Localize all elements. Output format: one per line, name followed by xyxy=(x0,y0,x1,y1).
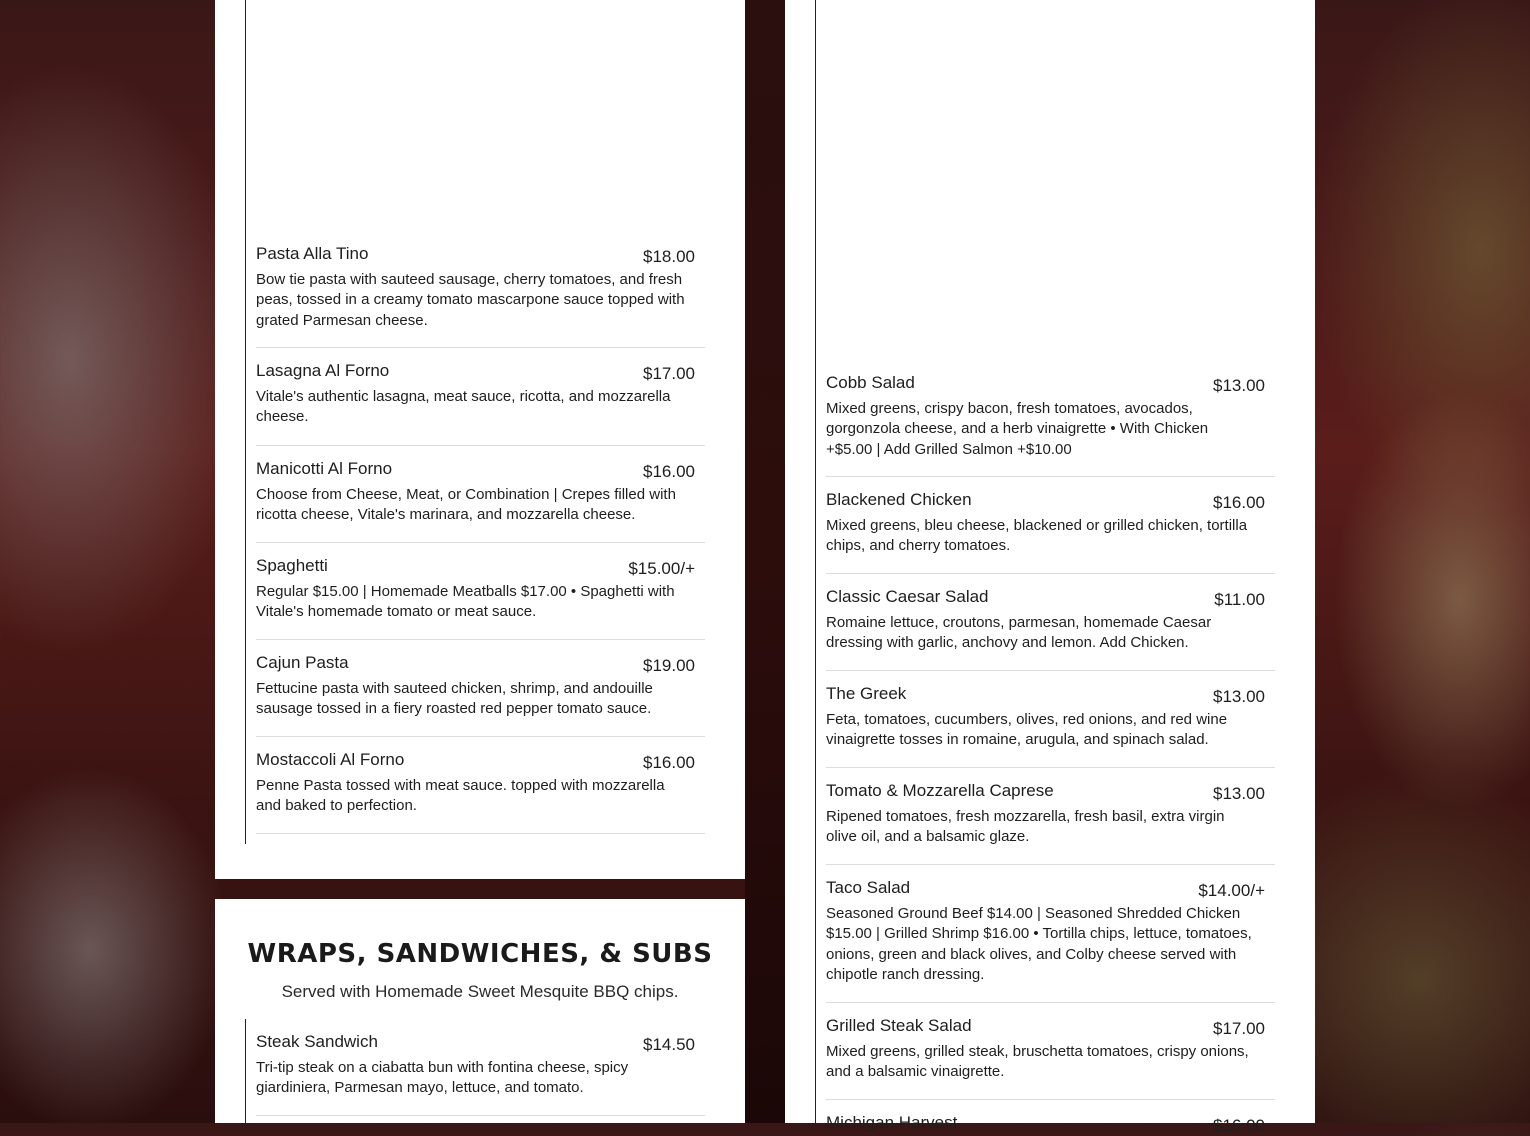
menu-item-description: Mixed greens, crispy bacon, fresh tomatoes, avocados, gorgonzola cheese, and a herb vinaigrette • With Chicken +$5.00 | Add Grilled Salmon +$10.00 xyxy=(826,400,1209,458)
menu-item-price: $13.00 xyxy=(1213,784,1265,803)
menu-item xyxy=(256,244,705,348)
menu-item-name: Manicotti Al Forno xyxy=(256,459,393,478)
menu-item-price: $16.00 xyxy=(1213,493,1265,512)
menu-item xyxy=(256,750,705,834)
menu-item-price: $14.00/+ xyxy=(1198,881,1265,900)
section-title: WRAPS, SANDWICHES, & SUBS xyxy=(247,939,713,969)
wraps-menu-panel xyxy=(215,899,745,1123)
menu-item-description: Mixed greens, bleu cheese, blackened or grilled chicken, tortilla chips, and cherry tomatoes. xyxy=(826,517,1248,555)
pasta-menu-panel xyxy=(215,0,745,879)
menu-item-description: Seasoned Ground Beef $14.00 | Seasoned Shredded Chicken $15.00 | Grilled Shrimp $16.00 • Tortilla chips, lettuce, tomatoes, onions, green and black olives, and Colby cheese served with chipotle ranch dressing. xyxy=(826,905,1252,984)
menu-item-price: $16.00 xyxy=(643,753,695,772)
menu-item-price: $15.00/+ xyxy=(628,559,695,578)
menu-item-description: Regular $15.00 | Homemade Meatballs $17.00 • Spaghetti with Vitale's homemade tomato or meat sauce. xyxy=(256,583,675,621)
menu-item xyxy=(256,459,705,543)
menu-item-name: Cajun Pasta xyxy=(256,653,349,672)
menu-item xyxy=(826,490,1275,574)
menu-item-description: Penne Pasta tossed with meat sauce. topped with mozzarella and baked to perfection. xyxy=(256,777,665,815)
menu-item xyxy=(256,556,705,640)
menu-item-price: $11.00 xyxy=(1214,590,1265,609)
menu-divider-line xyxy=(815,0,816,1123)
menu-item-price: $13.00 xyxy=(1213,687,1265,706)
menu-item-name: Steak Sandwich xyxy=(256,1032,378,1051)
menu-item-price: $13.00 xyxy=(1213,376,1265,395)
menu-item-name: Michigan Harvest xyxy=(826,1113,958,1132)
menu-item xyxy=(256,361,705,446)
menu-item-description: Mixed greens, grilled steak, bruschetta tomatoes, crispy onions, and a balsamic vinaigrette. xyxy=(826,1043,1249,1081)
menu-item xyxy=(256,653,705,737)
menu-item-price: $18.00 xyxy=(643,247,695,266)
menu-item-price: $16.00 xyxy=(643,462,695,481)
menu-item xyxy=(826,587,1275,671)
section-subtitle: Served with Homemade Sweet Mesquite BBQ chips. xyxy=(281,982,679,1001)
menu-item-name: Spaghetti xyxy=(256,556,328,575)
menu-item-description: Fettucine pasta with sauteed chicken, shrimp, and andouille sausage tossed in a fiery roasted red pepper tomato sauce. xyxy=(256,680,653,718)
menu-item-price: $19.00 xyxy=(643,656,695,675)
menu-item-name: Tomato & Mozzarella Caprese xyxy=(826,781,1054,800)
menu-item-description: Ripened tomatoes, fresh mozzarella, fresh basil, extra virgin olive oil, and a balsamic glaze. xyxy=(826,808,1225,846)
menu-divider-line xyxy=(245,0,246,844)
menu-item xyxy=(826,1113,1275,1135)
menu-item-description: Romaine lettuce, croutons, parmesan, homemade Caesar dressing with garlic, anchovy and lemon. Add Chicken. xyxy=(826,614,1212,652)
menu-item-price: $16.00 xyxy=(1213,1116,1265,1135)
menu-item-name: The Greek xyxy=(826,684,907,703)
menu-item xyxy=(826,781,1275,865)
menu-item xyxy=(826,373,1275,477)
menu-item-description: Vitale's authentic lasagna, meat sauce, ricotta, and mozzarella cheese. xyxy=(256,388,671,426)
menu-item-name: Classic Caesar Salad xyxy=(826,587,989,606)
menu-item xyxy=(826,684,1275,768)
menu-item xyxy=(826,1016,1275,1100)
salad-menu-panel xyxy=(785,0,1315,1135)
menu-item-description: Bow tie pasta with sauteed sausage, cherry tomatoes, and fresh peas, tossed in a creamy tomato mascarpone sauce topped with grated Parmesan cheese. xyxy=(256,271,685,329)
menu-item-name: Mostaccoli Al Forno xyxy=(256,750,405,769)
menu-item xyxy=(256,1032,705,1116)
menu-item-name: Pasta Alla Tino xyxy=(256,244,369,263)
menu-item-description: Choose from Cheese, Meat, or Combination | Crepes filled with ricotta cheese, Vitale's marinara, and mozzarella cheese. xyxy=(256,486,676,524)
menu-item-price: $17.00 xyxy=(643,364,695,383)
menu-item-description: Feta, tomatoes, cucumbers, olives, red onions, and red wine vinaigrette tosses in romaine, arugula, and spinach salad. xyxy=(826,711,1228,749)
menu-item xyxy=(826,878,1275,1003)
menu-item-description: Tri-tip steak on a ciabatta bun with fontina cheese, spicy giardiniera, Parmesan mayo, lettuce, and tomato. xyxy=(256,1059,629,1097)
menu-item-name: Taco Salad xyxy=(826,878,911,897)
menu-item-name: Blackened Chicken xyxy=(826,490,972,509)
menu-item-price: $14.50 xyxy=(643,1035,695,1054)
menu-item-price: $17.00 xyxy=(1213,1019,1265,1038)
menu-item-name: Lasagna Al Forno xyxy=(256,361,390,380)
menu-item-name: Grilled Steak Salad xyxy=(826,1016,972,1035)
menu-divider-line xyxy=(245,1019,246,1123)
menu-item-name: Cobb Salad xyxy=(826,373,915,392)
background-gap xyxy=(745,0,785,1123)
